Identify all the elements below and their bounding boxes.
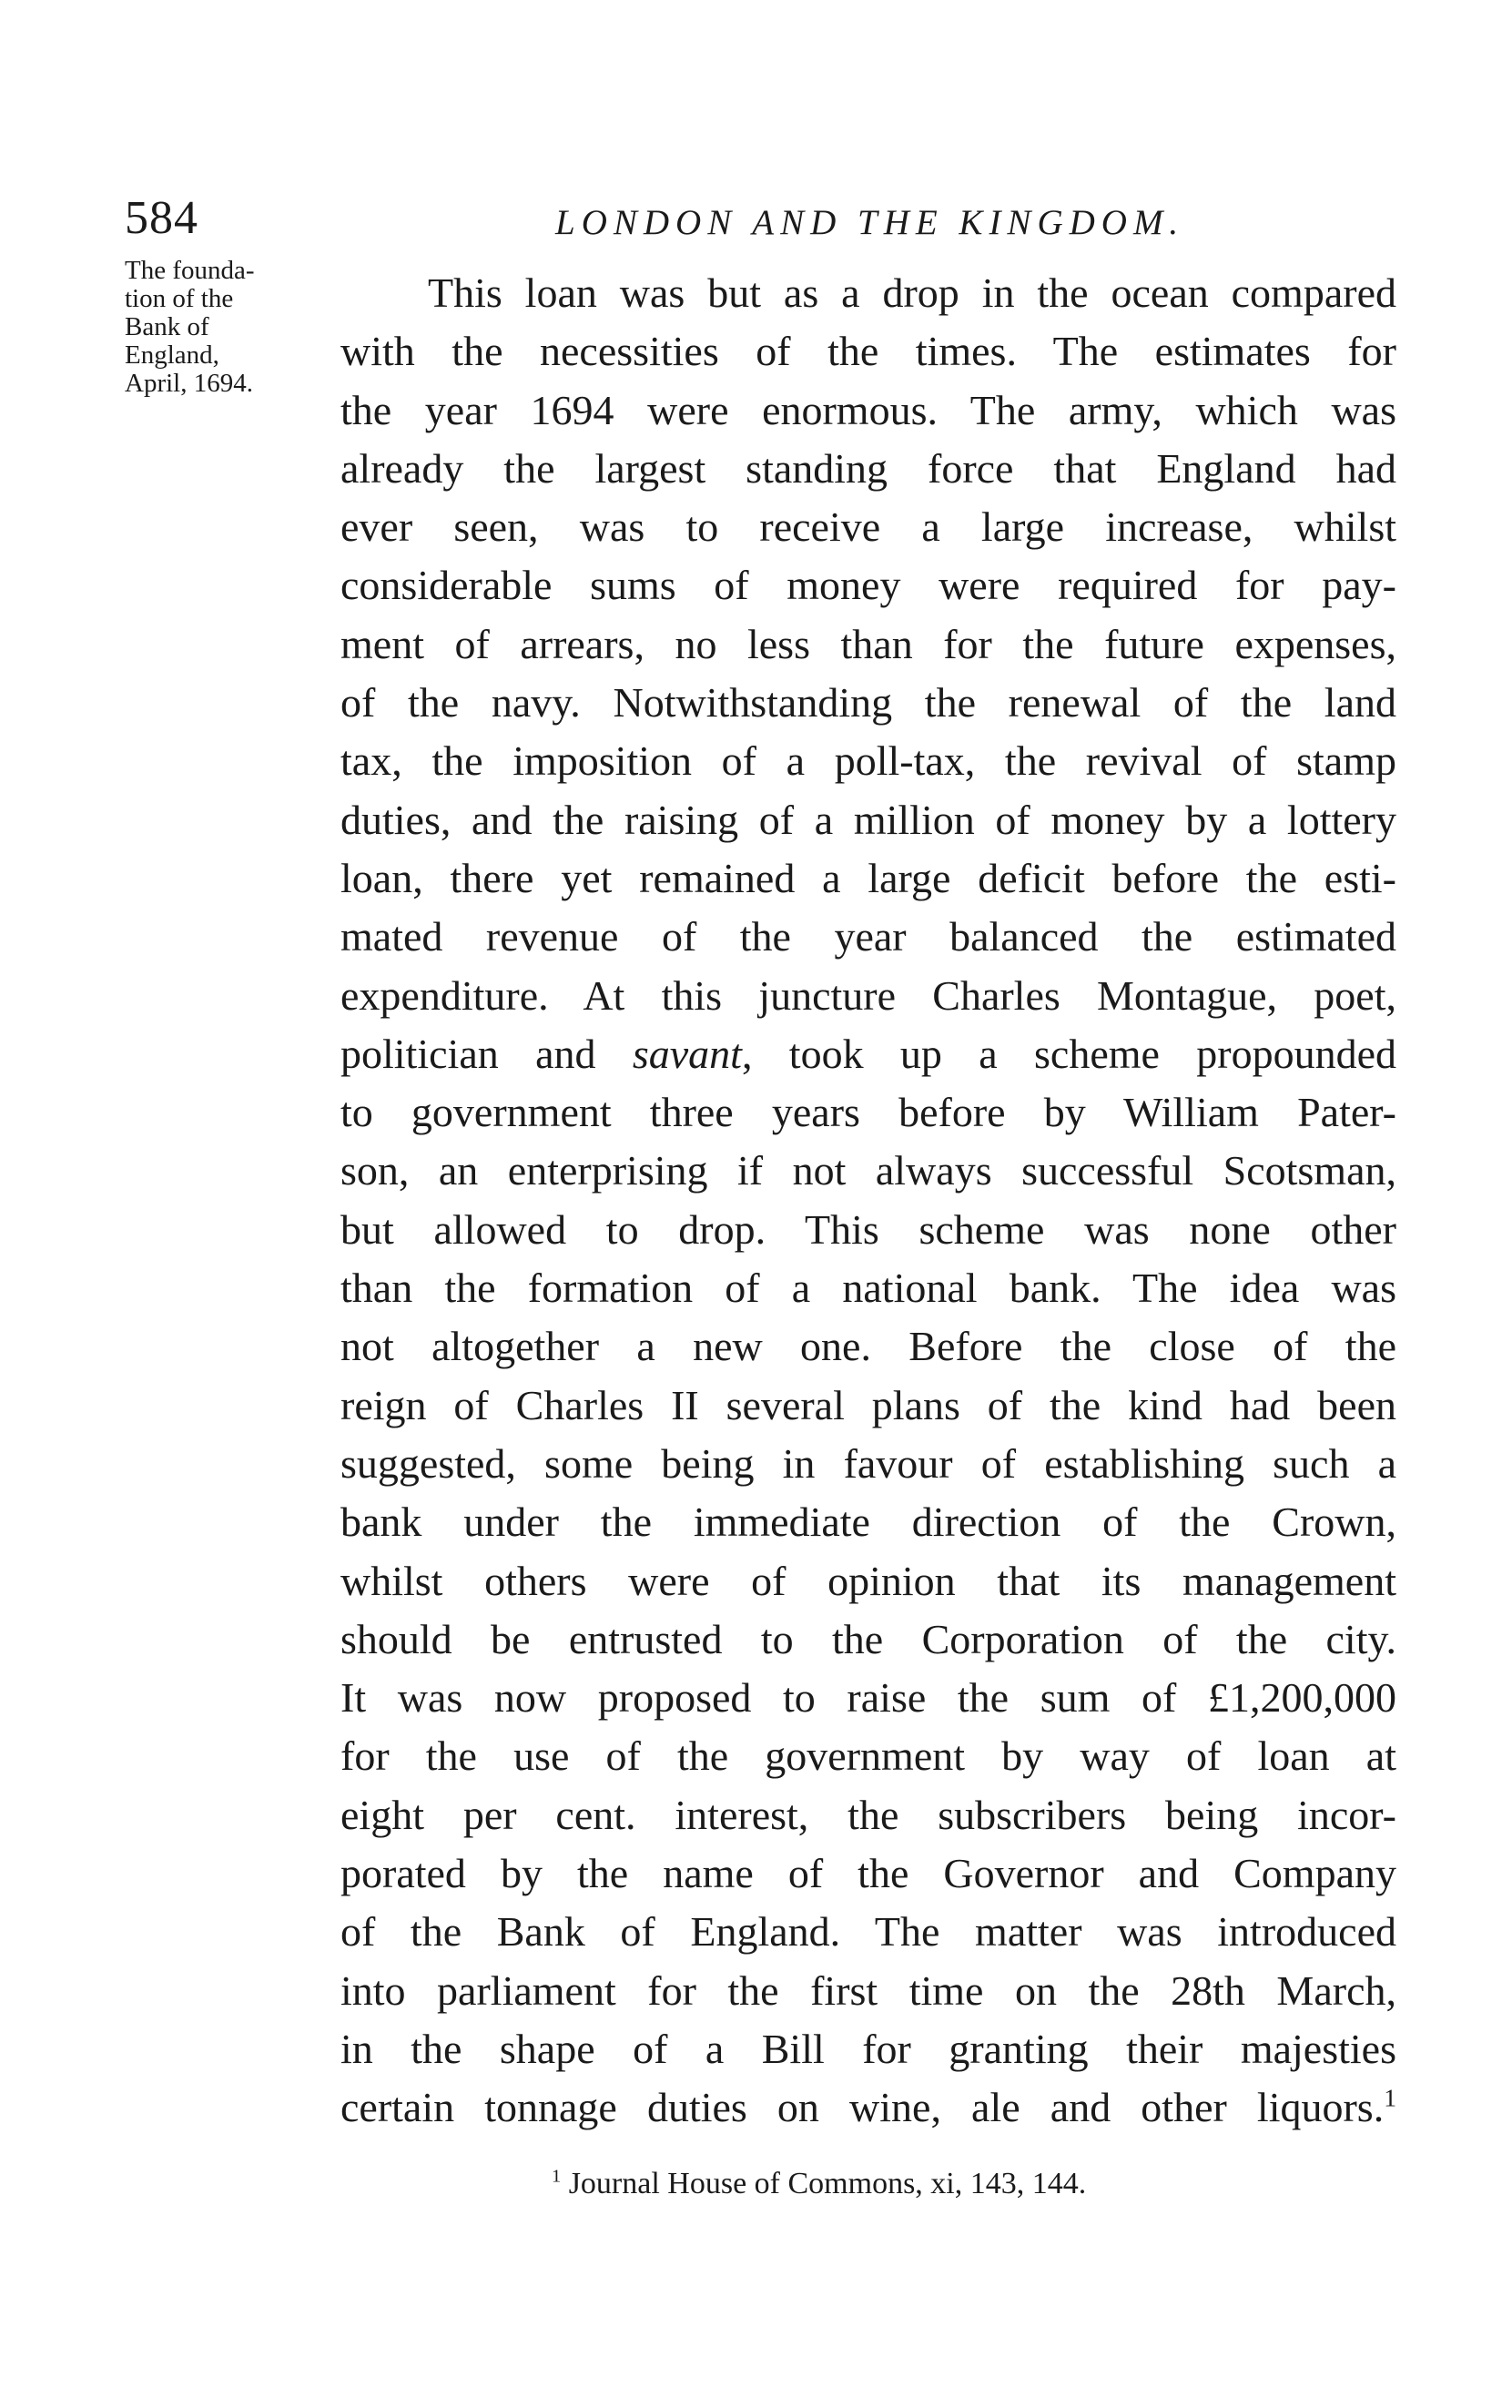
- margin-note-line: April, 1694.: [125, 369, 253, 398]
- footnote-reference: 1: [1384, 2083, 1396, 2112]
- text-segment: , took up a scheme propounded: [741, 1030, 1397, 1077]
- text-line: for the use of the government by way of loan at: [340, 1732, 1396, 1780]
- text-line: to government three years before by William Pater-: [340, 1089, 1396, 1136]
- text-line: tax, the imposition of a poll-tax, the revival of stamp: [340, 737, 1396, 785]
- text-line: in the shape of a Bill for granting their majesties: [340, 2025, 1396, 2072]
- running-head: LONDON AND THE KINGDOM.: [555, 203, 1185, 242]
- text-line: considerable sums of money were required for pay-: [340, 562, 1396, 609]
- text-line: into parliament for the first time on the 28th March,: [340, 1966, 1396, 2014]
- text-line: This loan was but as a drop in the ocean compared: [428, 269, 1396, 316]
- text-line: reign of Charles II several plans of the kind had been: [340, 1381, 1396, 1428]
- text-line: the year 1694 were enormous. The army, which was: [340, 386, 1396, 433]
- text-line: [340, 2078, 1396, 2137]
- margin-note: [125, 257, 334, 398]
- text-line: not altogether a new one. Before the close of the: [340, 1323, 1396, 1370]
- text-line: porated by the name of the Governor and Company: [340, 1850, 1396, 1897]
- text-line: whilst others were of opinion that its management: [340, 1557, 1396, 1604]
- text-line: of the navy. Notwithstanding the renewal of the land: [340, 679, 1396, 726]
- text-line: of the Bank of England. The matter was introduced: [340, 1908, 1396, 1956]
- text-line: expenditure. At this juncture Charles Montague, poet,: [340, 971, 1396, 1019]
- text-line: ment of arrears, no less than for the future expenses,: [340, 620, 1396, 667]
- footnote: [552, 2167, 1086, 2201]
- text-line: It was now proposed to raise the sum of £1,200,000: [340, 1674, 1396, 1722]
- margin-note-line: England,: [125, 340, 219, 370]
- text-line: eight per cent. interest, the subscribers being incor-: [340, 1791, 1396, 1838]
- body-paragraph: [340, 264, 1396, 2138]
- margin-note-line: The founda-: [125, 256, 255, 285]
- margin-note-line: Bank of: [125, 312, 209, 341]
- text-line: should be entrusted to the Corporation of the city.: [340, 1615, 1396, 1662]
- text-line: bank under the immediate direction of the Crown,: [340, 1499, 1396, 1546]
- text-line: [340, 1025, 1396, 1083]
- text-line: suggested, some being in favour of establishing such a: [340, 1439, 1396, 1487]
- page-number: 584: [125, 192, 198, 244]
- text-line: son, an enterprising if not always successful Scotsman,: [340, 1147, 1396, 1194]
- text-line: but allowed to drop. This scheme was none other: [340, 1205, 1396, 1253]
- text-line: duties, and the raising of a million of money by a lottery: [340, 796, 1396, 843]
- footnote-marker: 1: [552, 2166, 562, 2187]
- footnote-text: Journal House of Commons, xi, 143, 144.: [568, 2167, 1087, 2200]
- text-line: ever seen, was to receive a large increase, whilst: [340, 503, 1396, 551]
- text-line: with the necessities of the times. The estimates for: [340, 328, 1396, 375]
- text-segment: politician and: [340, 1030, 596, 1077]
- text-line: than the formation of a national bank. The idea was: [340, 1265, 1396, 1312]
- text-line: mated revenue of the year balanced the estimated: [340, 913, 1396, 960]
- margin-note-line: tion of the: [125, 284, 234, 313]
- text-segment: certain tonnage duties on wine, ale and other liquors.: [340, 2084, 1385, 2131]
- text-line: loan, there yet remained a large deficit before the esti-: [340, 854, 1396, 901]
- italic-word: savant: [632, 1030, 742, 1077]
- text-line: already the largest standing force that England had: [340, 444, 1396, 492]
